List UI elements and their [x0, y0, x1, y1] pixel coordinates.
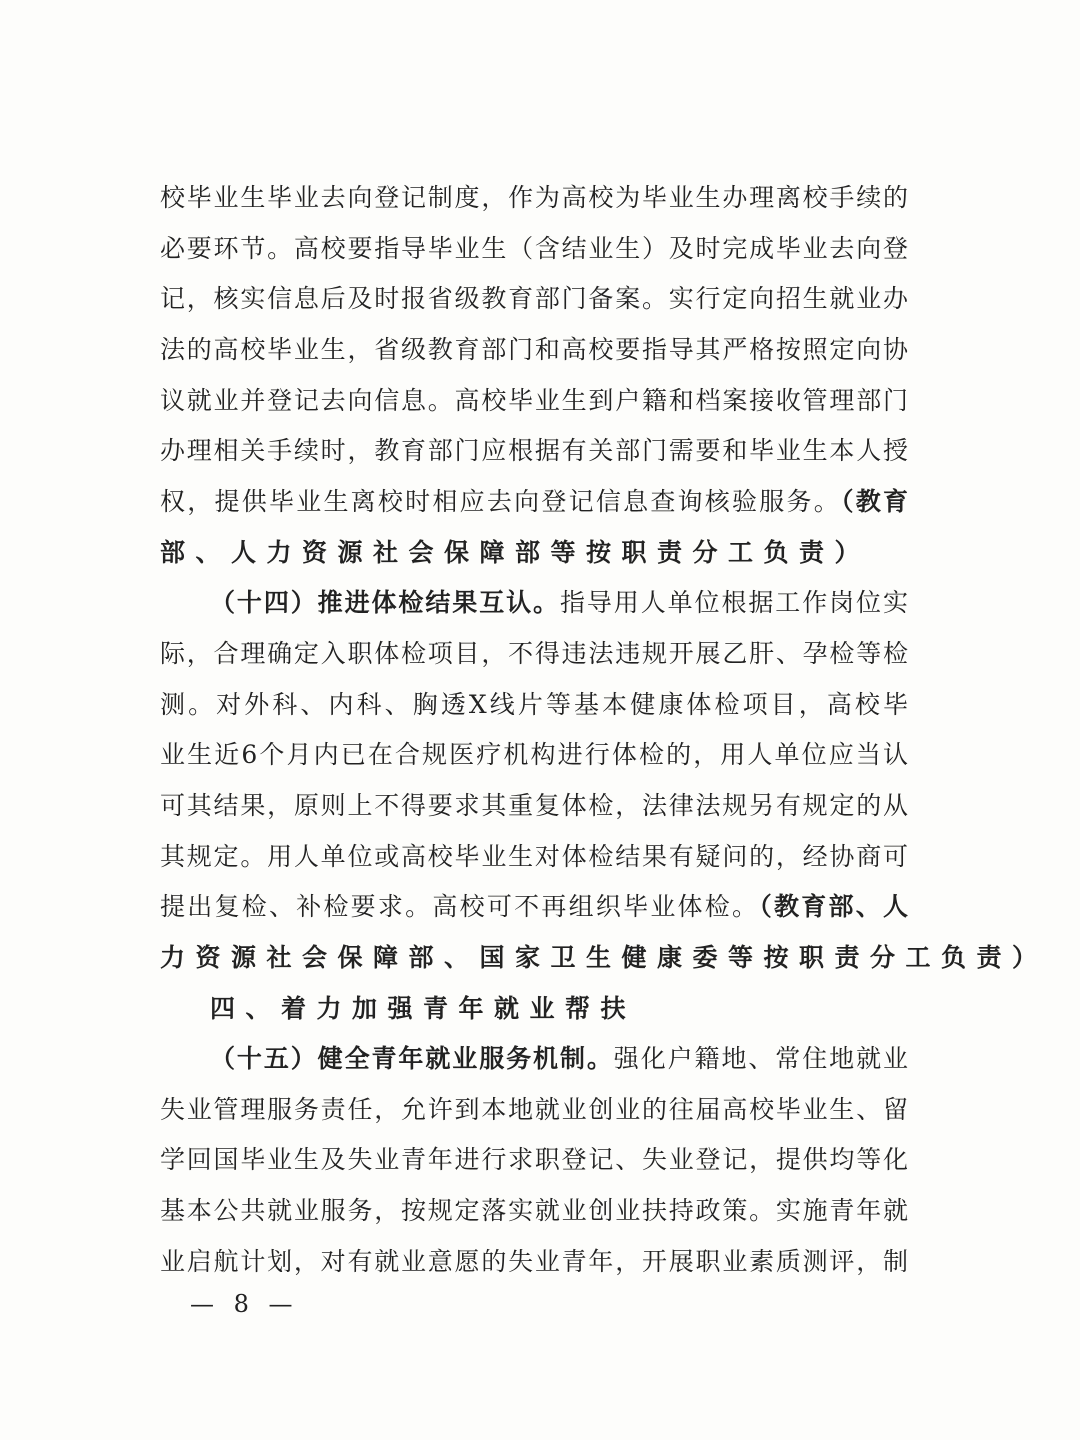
bold-text: （十四）推进体检结果互认。: [210, 588, 560, 618]
body-text: 记，核实信息后及时报省级教育部门备案。实行定向招生就业办: [160, 284, 908, 314]
body-text: 失业管理服务责任，允许到本地就业创业的往届高校毕业生、留: [160, 1094, 908, 1124]
text-line: [160, 1237, 908, 1288]
text-line: [160, 832, 908, 883]
bold-text: （教育部、人: [759, 892, 908, 922]
text-line: [160, 629, 908, 680]
text-line: [160, 933, 1048, 984]
body-text: 提出复检、补检要求。高校可不再组织毕业体检。: [160, 892, 760, 922]
text-line: [160, 680, 908, 731]
body-text: 法的高校毕业生，省级教育部门和高校要指导其严格按照定向协: [160, 334, 908, 364]
body-text: 必要环节。高校要指导毕业生（含结业生）及时完成毕业去向登: [160, 233, 908, 263]
bold-text: 部、人力资源社会保障部等按职责分工负责）: [160, 537, 871, 567]
text-line: [160, 781, 908, 832]
text-line: [160, 224, 908, 275]
section-heading: [160, 984, 908, 1035]
text-line: [160, 730, 908, 781]
body-text: 办理相关手续时，教育部门应根据有关部门需要和毕业生本人授: [160, 436, 908, 466]
body-text: 业生近6个月内已在合规医疗机构进行体检的，用人单位应当认: [160, 740, 908, 770]
body-text: 权，提供毕业生离校时相应去向登记信息查询核验服务。: [160, 486, 841, 516]
body-text: 其规定。用人单位或高校毕业生对体检结果有疑问的，经协商可: [160, 841, 908, 871]
text-line: [160, 1085, 908, 1136]
body-text: 校毕业生毕业去向登记制度，作为高校为毕业生办理离校手续的: [160, 183, 908, 212]
text-line: [160, 477, 908, 528]
body-text: 业启航计划，对有就业意愿的失业青年，开展职业素质测评，制: [160, 1246, 908, 1276]
text-line: [160, 376, 908, 427]
body-text: 学回国毕业生及失业青年进行求职登记、失业登记，提供均等化: [160, 1145, 908, 1175]
text-line: [160, 882, 908, 933]
text-line: [160, 578, 908, 629]
body-text: 际，合理确定入职体检项目，不得违法违规开展乙肝、孕检等检: [160, 638, 908, 668]
text-line: [160, 1034, 908, 1085]
body-text: 指导用人单位根据工作岗位实: [559, 588, 908, 618]
body-text: 测。对外科、内科、胸透X线片等基本健康体检项目，高校毕: [160, 689, 908, 719]
page-number: — 8 —: [190, 1290, 299, 1318]
text-line: [160, 1135, 908, 1186]
text-line: [160, 325, 908, 376]
body-text: 强化户籍地、常住地就业: [613, 1044, 908, 1074]
text-line: [160, 274, 908, 325]
bold-text: 力资源社会保障部、国家卫生健康委等按职责分工负责）: [160, 942, 1048, 972]
body-text: 可其结果，原则上不得要求其重复体检，法律法规另有规定的从: [160, 790, 908, 820]
document-body: [160, 173, 1048, 1287]
body-text: 基本公共就业服务，按规定落实就业创业扶持政策。实施青年就: [160, 1196, 908, 1226]
bold-text: （教育: [841, 486, 908, 516]
bold-text: 四、着力加强青年就业帮扶: [210, 993, 637, 1023]
body-text: 议就业并登记去向信息。高校毕业生到户籍和档案接收管理部门: [160, 385, 908, 415]
text-line: [160, 426, 908, 477]
text-line: [160, 1186, 908, 1237]
bold-text: （十五）健全青年就业服务机制。: [210, 1044, 614, 1074]
text-line: [160, 173, 908, 224]
text-line: [160, 528, 908, 579]
